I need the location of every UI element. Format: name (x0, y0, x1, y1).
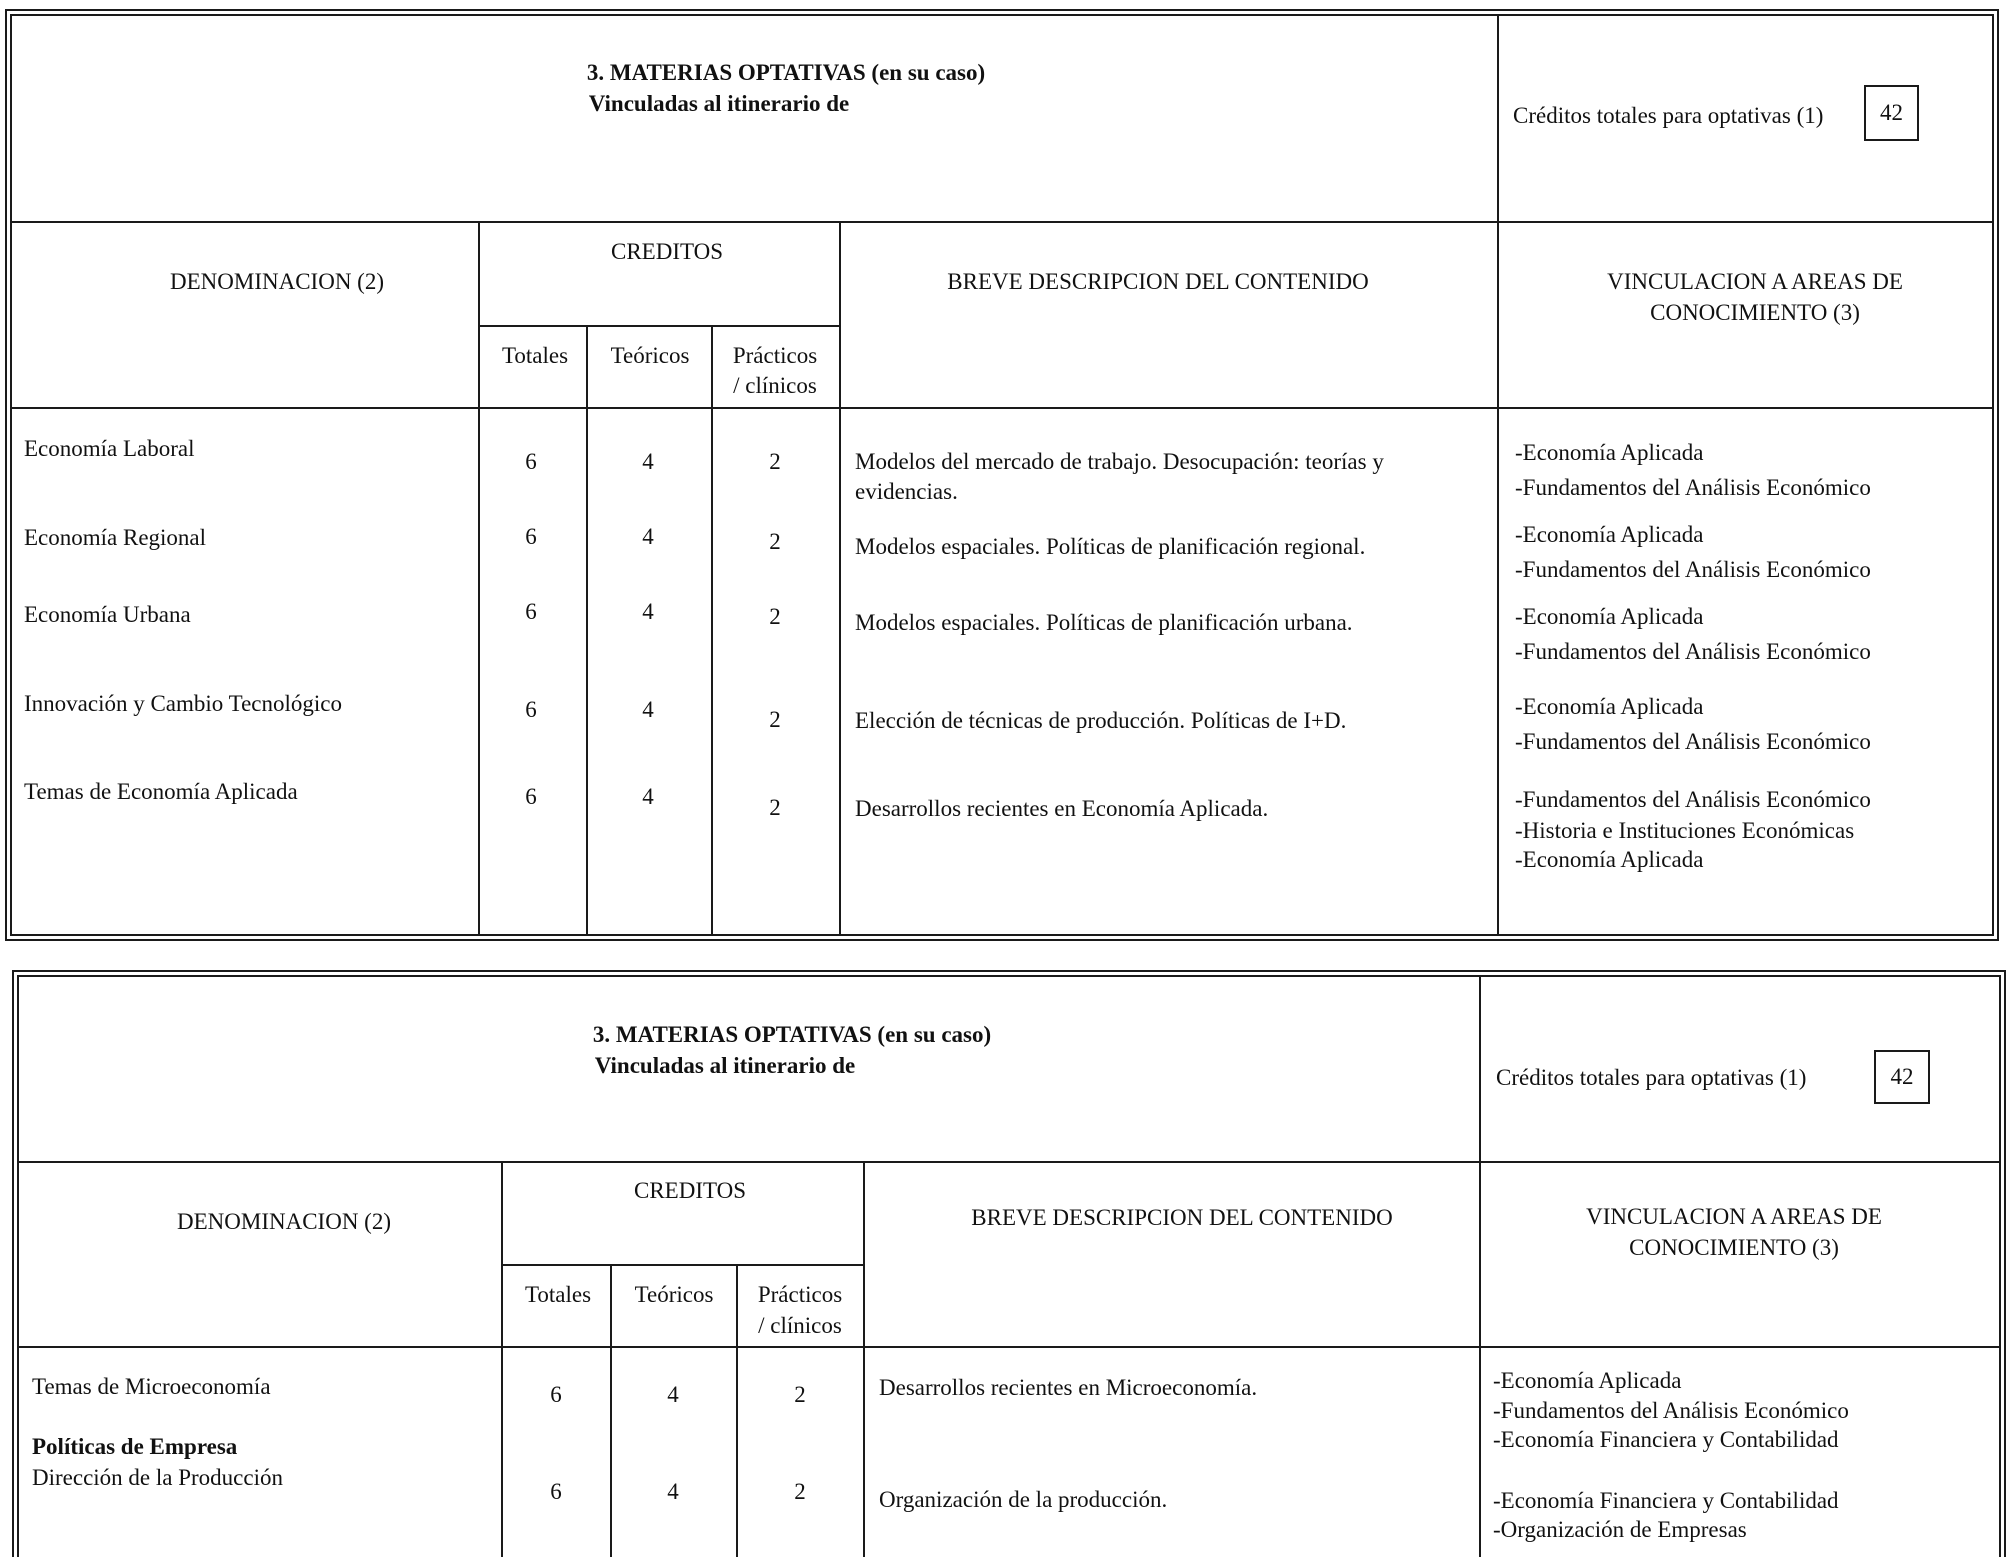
row-practicos: 2 (769, 795, 781, 820)
row-area-item: -Economía Aplicada (1515, 440, 1704, 465)
row-practicos: 2 (794, 1382, 806, 1407)
creditos-subheader-divider (479, 325, 840, 327)
header-row-divider (19, 1161, 1999, 1163)
row-totales: 6 (525, 784, 537, 809)
row-practicos: 2 (769, 707, 781, 732)
column-divider (610, 1265, 612, 1557)
credits-total-value: 42 (1890, 1064, 1914, 1089)
row-area-item: -Fundamentos del Análisis Económico (1493, 1398, 1849, 1423)
row-area-item: -Economía Aplicada (1493, 1368, 1682, 1393)
header-vinculacion: VINCULACION A AREAS DE (1607, 269, 1903, 294)
column-divider (863, 1162, 865, 1557)
column-divider (501, 1162, 503, 1557)
row-descripcion: evidencias. (855, 479, 958, 504)
header-teoricos: Teóricos (610, 343, 690, 368)
row-area-item: -Fundamentos del Análisis Económico (1515, 787, 1871, 812)
row-denominacion: Temas de Economía Aplicada (24, 779, 298, 804)
row-descripcion: Elección de técnicas de producción. Políticas de I+D. (855, 708, 1347, 733)
row-totales: 6 (525, 697, 537, 722)
section-subtitle: Vinculadas al itinerario de (594, 1053, 856, 1078)
section-title: 3. MATERIAS OPTATIVAS (en su caso) (592, 1022, 992, 1047)
row-denominacion: Economía Regional (24, 525, 207, 550)
column-divider (736, 1265, 738, 1557)
row-area-item: -Economía Aplicada (1515, 694, 1704, 719)
row-area-item: -Economía Aplicada (1515, 522, 1704, 547)
table-frame (12, 970, 2006, 1557)
header-practicos: Prácticos (757, 1282, 843, 1307)
row-area-item: -Fundamentos del Análisis Económico (1515, 475, 1871, 500)
credits-label: Créditos totales para optativas (1) (1513, 103, 1824, 128)
row-practicos: 2 (769, 604, 781, 629)
column-divider (839, 222, 841, 934)
row-denominacion: Dirección de la Producción (32, 1465, 283, 1490)
credits-total-box (1864, 85, 1919, 141)
header-vinculacion: CONOCIMIENTO (3) (1650, 300, 1860, 325)
row-practicos: 2 (769, 449, 781, 474)
row-teoricos: 4 (642, 449, 654, 474)
header-descripcion: BREVE DESCRIPCION DEL CONTENIDO (947, 269, 1369, 294)
row-practicos: 2 (794, 1479, 806, 1504)
credits-label: Créditos totales para optativas (1) (1496, 1065, 1807, 1090)
row-totales: 6 (525, 524, 537, 549)
row-descripcion: Modelos espaciales. Políticas de planificación urbana. (855, 610, 1353, 635)
header-practicos: / clínicos (733, 373, 817, 398)
row-descripcion: Modelos espaciales. Políticas de planificación regional. (855, 534, 1366, 559)
row-area-item: -Economía Aplicada (1515, 604, 1704, 629)
column-header-divider (19, 1346, 1999, 1348)
row-teoricos: 4 (642, 784, 654, 809)
header-denominacion: DENOMINACION (2) (170, 269, 384, 294)
creditos-subheader-divider (502, 1264, 864, 1266)
row-area-item: -Economía Financiera y Contabilidad (1493, 1427, 1839, 1452)
row-denominacion: Economía Laboral (24, 436, 195, 461)
credits-total-box (1874, 1050, 1930, 1104)
row-denominacion: Temas de Microeconomía (32, 1374, 271, 1399)
row-descripcion: Desarrollos recientes en Microeconomía. (879, 1375, 1258, 1400)
row-area-item: -Fundamentos del Análisis Económico (1515, 639, 1871, 664)
column-divider (711, 326, 713, 934)
row-area-item: -Economía Financiera y Contabilidad (1493, 1488, 1839, 1513)
column-divider (478, 222, 480, 934)
row-teoricos: 4 (667, 1479, 679, 1504)
row-practicos: 2 (769, 529, 781, 554)
header-column-divider (1479, 977, 1481, 1557)
row-descripcion: Modelos del mercado de trabajo. Desocupación: teorías y (855, 449, 1384, 474)
row-teoricos: 4 (642, 524, 654, 549)
row-teoricos: 4 (642, 697, 654, 722)
header-totales: Totales (524, 1282, 592, 1307)
header-denominacion: DENOMINACION (2) (177, 1209, 391, 1234)
row-area-item: -Organización de Empresas (1493, 1517, 1747, 1542)
header-creditos: CREDITOS (633, 1178, 747, 1203)
row-totales: 6 (525, 599, 537, 624)
header-creditos: CREDITOS (610, 239, 724, 264)
header-practicos: Prácticos (732, 343, 818, 368)
row-descripcion: Desarrollos recientes en Economía Aplicada. (855, 796, 1269, 821)
row-denominacion: Economía Urbana (24, 602, 191, 627)
row-teoricos: 4 (642, 599, 654, 624)
header-descripcion: BREVE DESCRIPCION DEL CONTENIDO (971, 1205, 1393, 1230)
row-descripcion: Organización de la producción. (879, 1487, 1168, 1512)
section-title: 3. MATERIAS OPTATIVAS (en su caso) (586, 60, 986, 85)
section-subtitle: Vinculadas al itinerario de (588, 91, 850, 116)
row-area-item: -Fundamentos del Análisis Económico (1515, 729, 1871, 754)
header-row-divider (12, 221, 1992, 223)
row-denominacion: Innovación y Cambio Tecnológico (24, 691, 342, 716)
row-totales: 6 (550, 1382, 562, 1407)
column-header-divider (12, 407, 1992, 409)
row-area-item: -Historia e Instituciones Económicas (1515, 818, 1855, 843)
header-teoricos: Teóricos (634, 1282, 714, 1307)
header-vinculacion: CONOCIMIENTO (3) (1629, 1235, 1839, 1260)
column-divider (586, 326, 588, 934)
header-column-divider (1497, 16, 1499, 934)
header-practicos: / clínicos (758, 1313, 842, 1338)
header-vinculacion: VINCULACION A AREAS DE (1586, 1204, 1882, 1229)
row-totales: 6 (550, 1479, 562, 1504)
header-totales: Totales (501, 343, 569, 368)
row-totales: 6 (525, 449, 537, 474)
row-teoricos: 4 (667, 1382, 679, 1407)
row-area-item: -Economía Aplicada (1515, 847, 1704, 872)
row-area-item: -Fundamentos del Análisis Económico (1515, 557, 1871, 582)
credits-total-value: 42 (1880, 100, 1903, 125)
row-group-heading: Políticas de Empresa (32, 1434, 238, 1459)
